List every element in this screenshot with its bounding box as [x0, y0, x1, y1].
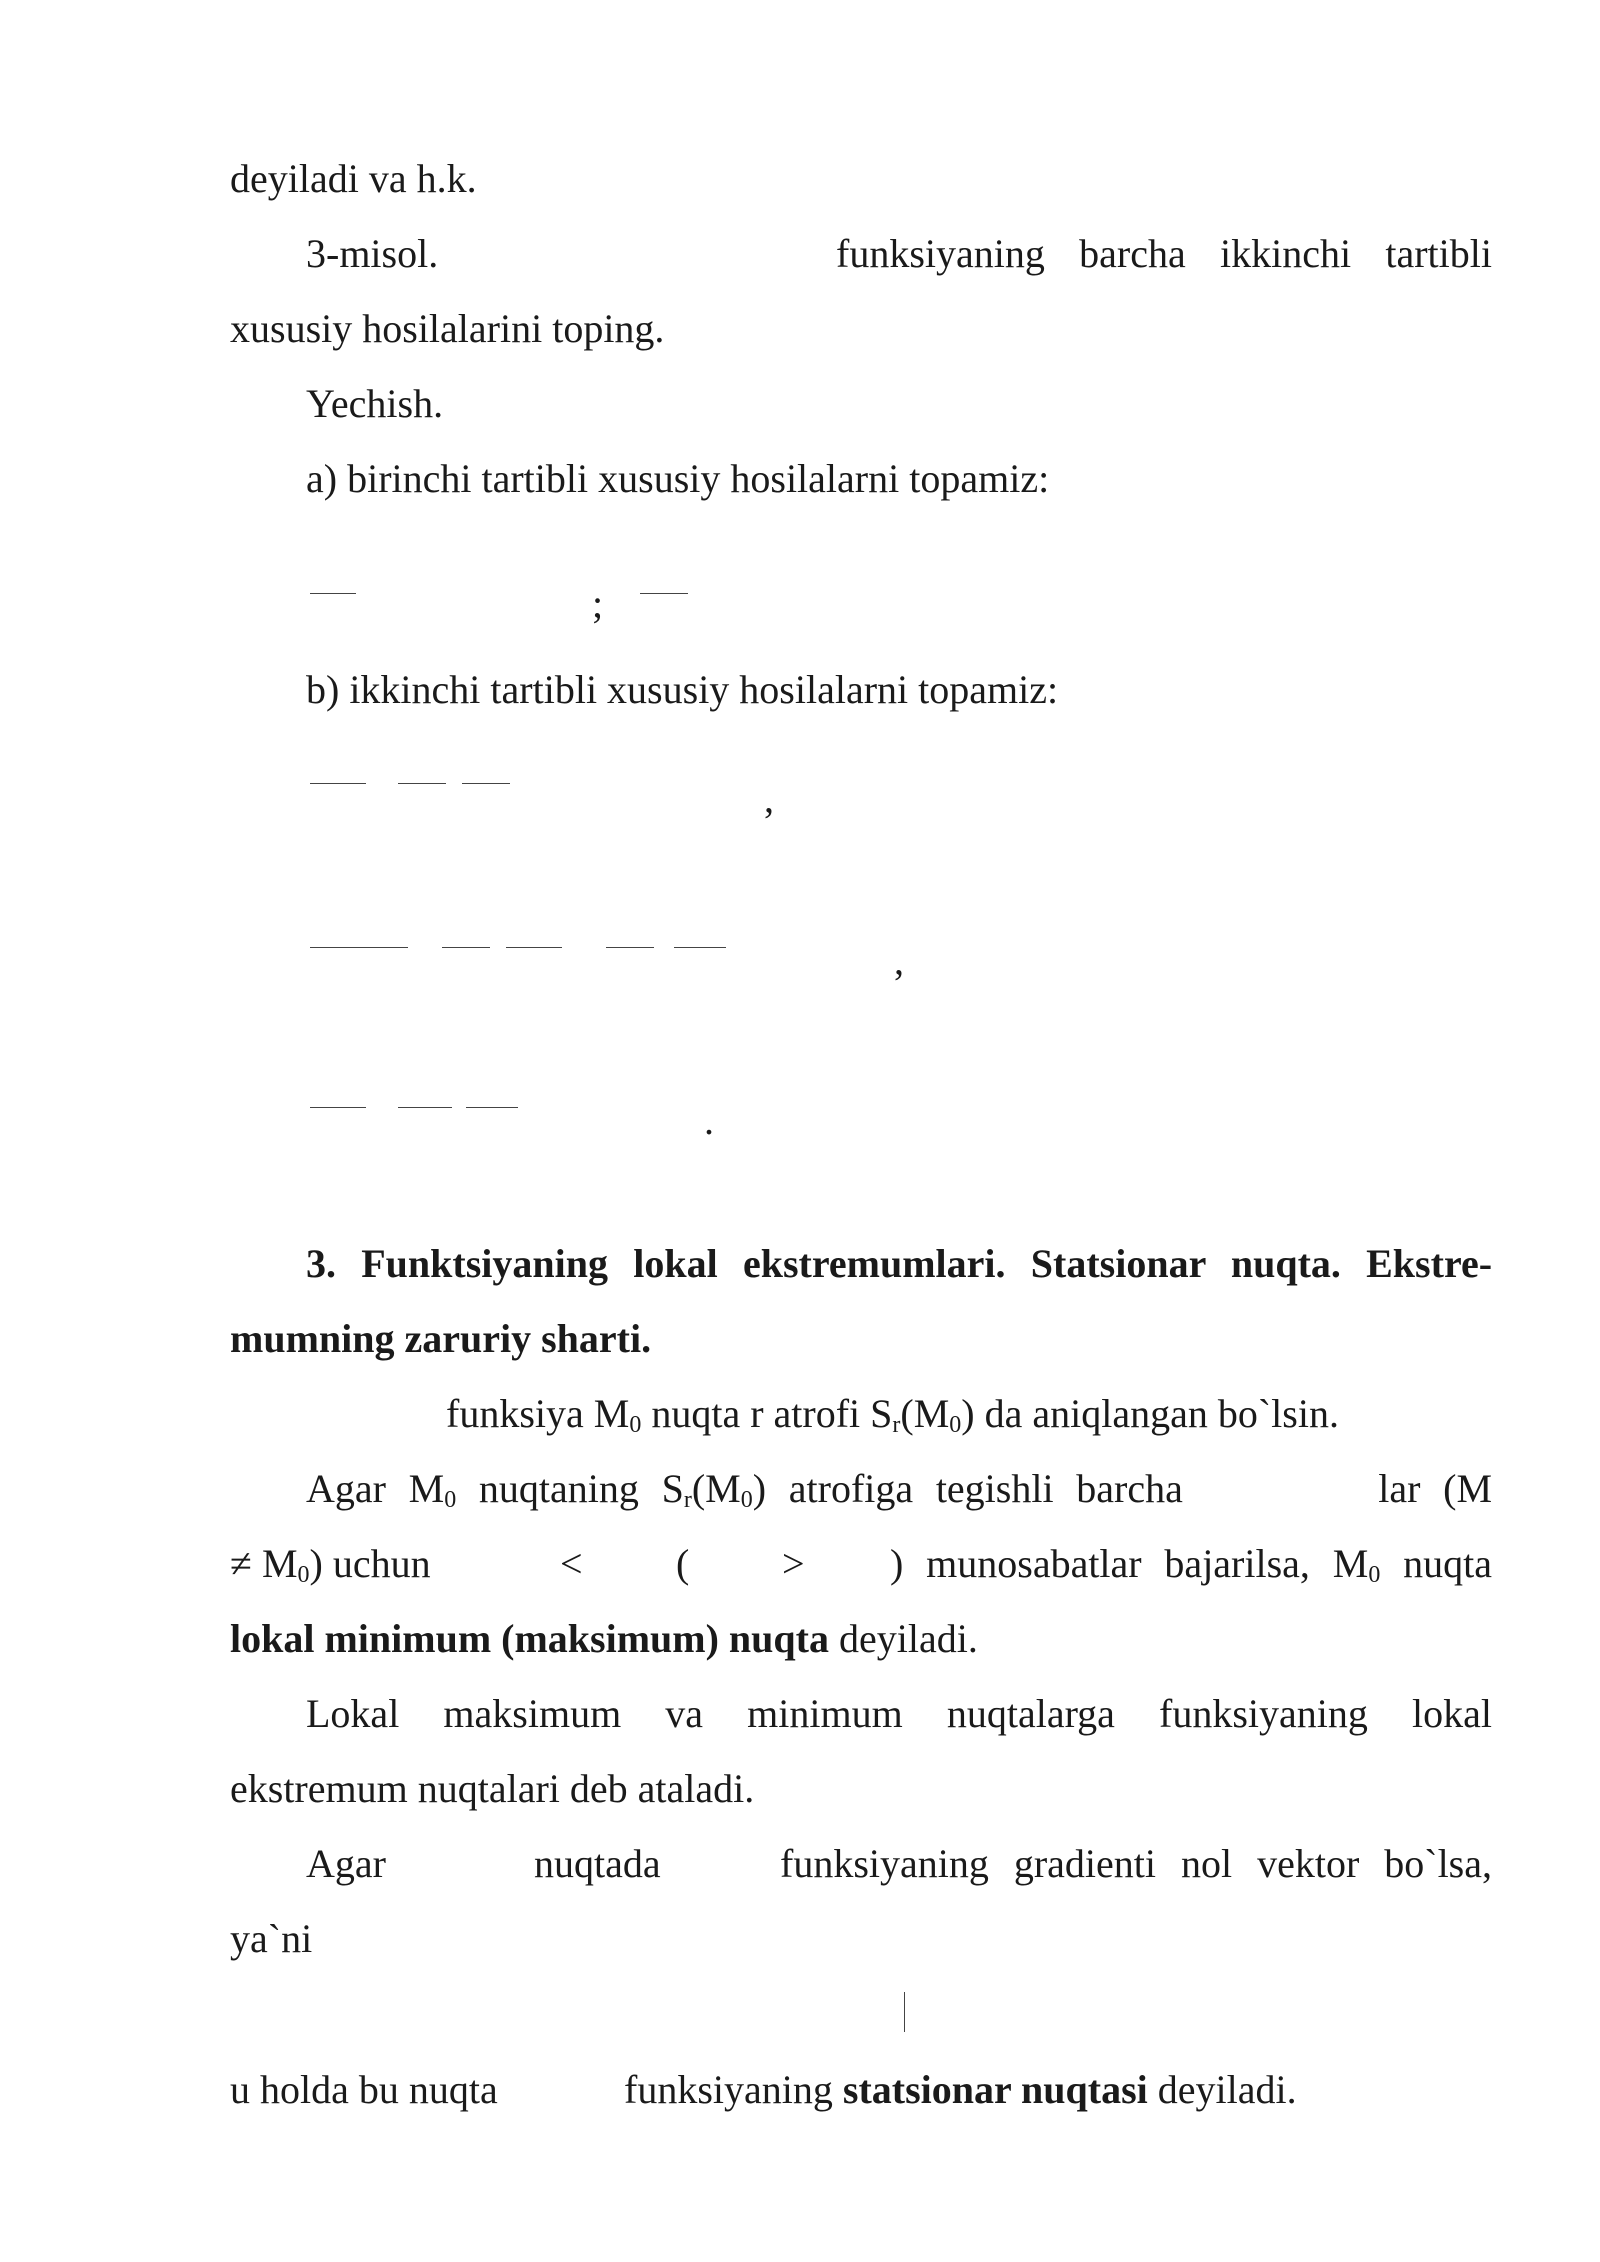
text-line: a) birinchi tartibli xususiy hosilalarni topamiz:: [306, 456, 1050, 501]
paragraph-line: ) munosabatlar bajarilsa, $M_0$ nuqta: [890, 1541, 1492, 1588]
separator-comma: ,: [894, 938, 904, 983]
text-line: b) ikkinchi tartibli xususiy hosilalarni topamiz:: [306, 667, 1059, 712]
fraction-bar: [506, 947, 562, 948]
paragraph-line: lokal minimum (maksimum) nuqta deyiladi.: [230, 1616, 978, 1661]
text-line: funksiyaning barcha ikkinchi tartibli: [836, 231, 1492, 276]
word: nuqtada: [534, 1841, 661, 1886]
fraction-bar: [466, 1107, 518, 1108]
fraction-bar: [398, 1107, 452, 1108]
evaluation-bar: [904, 1992, 905, 2032]
paragraph-line: ekstremum nuqtalari deb ataladi.: [230, 1766, 755, 1811]
section-heading-cont: mumning zaruriy sharti.: [230, 1316, 652, 1361]
paragraph-line: funksiyaning statsionar nuqtasi deyiladi.: [624, 2067, 1297, 2112]
text-line: deyiladi va h.k.: [230, 156, 477, 201]
separator-semicolon: ;: [592, 581, 604, 626]
solution-label: Yechish.: [306, 381, 444, 426]
separator-comma: ,: [764, 776, 774, 821]
term-bold: lokal minimum (maksimum) nuqta: [230, 1616, 829, 1661]
open-paren: (: [676, 1541, 690, 1586]
example-label: 3-misol.: [306, 231, 439, 276]
paragraph-line: ≠ $M_0$) uchun: [230, 1541, 431, 1588]
fraction-bar: [398, 783, 446, 784]
fraction-bar: [640, 593, 688, 594]
fraction-bar: [310, 1107, 366, 1108]
paragraph-line: Agar $M_0$ nuqtaning $S_r(M_0)$ atrofiga tegishli barcha lar (M: [306, 1466, 1493, 1513]
paragraph-line: funksiya $M_0$ nuqta r atrofi $S_r(M_0)$ da aniqlangan bo`lsin.: [446, 1391, 1339, 1438]
paragraph-line: u holda bu nuqta: [230, 2067, 498, 2112]
fraction-bar: [310, 947, 408, 948]
paragraph-line: funksiyaning gradienti nol vektor bo`lsa,: [780, 1841, 1492, 1886]
greater-than-sign: >: [782, 1541, 805, 1586]
fraction-bar: [606, 947, 654, 948]
fraction-bar: [310, 593, 356, 594]
less-than-sign: <: [560, 1541, 583, 1586]
fraction-bar: [442, 947, 490, 948]
paragraph-line: Lokal maksimum va minimum nuqtalarga funksiyaning lokal: [306, 1691, 1492, 1736]
separator-period: .: [704, 1098, 714, 1143]
fraction-bar: [310, 783, 366, 784]
text-line: xususiy hosilalarini toping.: [230, 306, 665, 351]
fraction-bar: [462, 783, 510, 784]
fraction-bar: [674, 947, 726, 948]
term-bold: statsionar nuqtasi: [842, 2067, 1148, 2112]
section-heading: 3. Funktsiyaning lokal ekstremumlari. Statsionar nuqta. Ekstre-: [306, 1241, 1493, 1286]
paragraph-line: ya`ni: [230, 1916, 313, 1961]
word: Agar: [306, 1841, 386, 1886]
